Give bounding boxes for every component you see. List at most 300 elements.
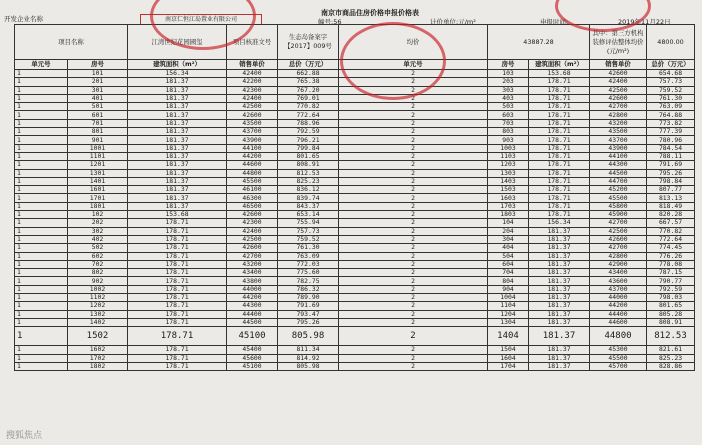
- table-row: [15, 128, 695, 136]
- left-cell: 43900: [227, 136, 278, 144]
- left-cell: 759.52: [278, 235, 339, 243]
- right-cell: 1203: [488, 161, 529, 169]
- left-cell: 1: [15, 244, 68, 252]
- left-cell: 1202: [68, 302, 128, 310]
- right-cell: 181.37: [529, 346, 590, 354]
- left-cell: 1: [15, 161, 68, 169]
- left-cell: 1: [15, 169, 68, 177]
- right-cell: 178.71: [529, 177, 590, 185]
- right-cell: 181.37: [529, 362, 590, 370]
- right-cell: 1003: [488, 144, 529, 152]
- left-cell: 181.37: [128, 119, 227, 127]
- left-cell: 42200: [227, 78, 278, 86]
- right-cell: 43700: [590, 285, 647, 293]
- left-cell: 42400: [227, 94, 278, 102]
- summary-row: [15, 25, 695, 60]
- left-cell: 811.34: [278, 346, 339, 354]
- table-row: [15, 70, 695, 78]
- right-cell: 2: [339, 86, 488, 94]
- developer-name: 南京仁恒江岛置业有限公司: [140, 14, 262, 25]
- right-cell: 42700: [590, 219, 647, 227]
- right-cell: 2: [339, 152, 488, 160]
- right-cell: 1803: [488, 211, 529, 219]
- right-cell: 2: [339, 111, 488, 119]
- right-cell: 43500: [590, 128, 647, 136]
- col-header: 单元号: [15, 60, 68, 70]
- right-cell: 1603: [488, 194, 529, 202]
- right-cell: 904: [488, 285, 529, 293]
- left-cell: 45100: [227, 362, 278, 370]
- left-cell: 181.37: [128, 86, 227, 94]
- right-cell: 2: [339, 194, 488, 202]
- right-cell: 45700: [590, 362, 647, 370]
- left-cell: 801: [68, 128, 128, 136]
- watermark: 搜狐焦点: [6, 431, 43, 441]
- left-cell: 301: [68, 86, 128, 94]
- left-cell: 1001: [68, 144, 128, 152]
- table-row: [15, 219, 695, 227]
- right-cell: 759.52: [647, 86, 695, 94]
- right-cell: 808.91: [647, 318, 695, 326]
- left-cell: 1: [15, 211, 68, 219]
- right-cell: 43400: [590, 269, 647, 277]
- left-cell: 202: [68, 219, 128, 227]
- left-cell: 42500: [227, 103, 278, 111]
- right-cell: 178.71: [529, 161, 590, 169]
- left-cell: 181.37: [128, 94, 227, 102]
- right-cell: 2: [339, 78, 488, 86]
- document-title: 南京市商品住房价格申报价格表: [321, 9, 419, 17]
- right-cell: 181.37: [529, 285, 590, 293]
- right-cell: 790.77: [647, 277, 695, 285]
- right-cell: 181.37: [529, 294, 590, 302]
- right-cell: 2: [339, 285, 488, 293]
- right-cell: 764.88: [647, 111, 695, 119]
- right-cell: 2: [339, 169, 488, 177]
- right-cell: 44300: [590, 161, 647, 169]
- right-cell: 2: [339, 119, 488, 127]
- right-cell: 1404: [488, 327, 529, 346]
- right-cell: 792.59: [647, 285, 695, 293]
- left-cell: 1: [15, 277, 68, 285]
- left-cell: 181.37: [128, 144, 227, 152]
- approval-value: 生态岛备案字【2017】009号: [278, 25, 339, 60]
- right-cell: 178.71: [529, 152, 590, 160]
- right-cell: 181.37: [529, 318, 590, 326]
- left-cell: 181.37: [128, 194, 227, 202]
- left-cell: 1: [15, 202, 68, 210]
- right-cell: 44500: [590, 169, 647, 177]
- left-cell: 805.98: [278, 362, 339, 370]
- right-cell: 1304: [488, 318, 529, 326]
- left-cell: 1702: [68, 354, 128, 362]
- col-header: 总价（万元）: [647, 60, 695, 70]
- right-cell: 778.08: [647, 260, 695, 268]
- left-cell: 1: [15, 269, 68, 277]
- left-cell: 808.91: [278, 161, 339, 169]
- left-cell: 1: [15, 327, 68, 346]
- left-cell: 181.37: [128, 177, 227, 185]
- table-row: [15, 78, 695, 86]
- right-cell: 2: [339, 161, 488, 169]
- right-cell: 178.71: [529, 186, 590, 194]
- right-cell: 44700: [590, 177, 647, 185]
- table-row: [15, 169, 695, 177]
- left-cell: 181.37: [128, 161, 227, 169]
- right-cell: 504: [488, 252, 529, 260]
- left-cell: 1601: [68, 186, 128, 194]
- left-cell: 178.71: [128, 244, 227, 252]
- left-cell: 178.71: [128, 277, 227, 285]
- left-cell: 765.38: [278, 78, 339, 86]
- left-cell: 1: [15, 194, 68, 202]
- table-row: [15, 111, 695, 119]
- left-cell: 767.20: [278, 86, 339, 94]
- developer-label: 开发企业名称: [4, 15, 43, 23]
- right-cell: 2: [339, 70, 488, 78]
- left-cell: 786.32: [278, 285, 339, 293]
- left-cell: 1: [15, 227, 68, 235]
- left-cell: 178.71: [128, 354, 227, 362]
- left-cell: 178.71: [128, 252, 227, 260]
- left-cell: 795.26: [278, 318, 339, 326]
- right-cell: 2: [339, 346, 488, 354]
- left-cell: 662.88: [278, 70, 339, 78]
- right-cell: 704: [488, 269, 529, 277]
- right-cell: 104: [488, 219, 529, 227]
- right-cell: 820.28: [647, 211, 695, 219]
- right-cell: 828.86: [647, 362, 695, 370]
- left-cell: 1: [15, 94, 68, 102]
- right-cell: 43600: [590, 277, 647, 285]
- left-cell: 793.47: [278, 310, 339, 318]
- right-cell: 44800: [590, 327, 647, 346]
- right-cell: 777.39: [647, 128, 695, 136]
- left-cell: 101: [68, 70, 128, 78]
- right-cell: 770.82: [647, 227, 695, 235]
- column-header-row: [15, 60, 695, 70]
- right-cell: 2: [339, 202, 488, 210]
- left-cell: 772.03: [278, 260, 339, 268]
- right-cell: 403: [488, 94, 529, 102]
- right-cell: 178.71: [529, 169, 590, 177]
- right-cell: 667.57: [647, 219, 695, 227]
- left-cell: 1: [15, 70, 68, 78]
- left-cell: 44800: [227, 169, 278, 177]
- right-cell: 43200: [590, 119, 647, 127]
- table-row: [15, 269, 695, 277]
- table-row: [15, 354, 695, 362]
- left-cell: 653.14: [278, 211, 339, 219]
- right-cell: 45500: [590, 194, 647, 202]
- col-header: 单元号: [339, 60, 488, 70]
- right-cell: 2: [339, 177, 488, 185]
- right-cell: 178.71: [529, 111, 590, 119]
- left-cell: 770.82: [278, 103, 339, 111]
- price-table: [14, 24, 695, 371]
- left-cell: 1201: [68, 161, 128, 169]
- left-cell: 44600: [227, 161, 278, 169]
- right-cell: 44400: [590, 310, 647, 318]
- table-row: [15, 277, 695, 285]
- left-cell: 178.71: [128, 362, 227, 370]
- left-cell: 42600: [227, 244, 278, 252]
- left-cell: 1: [15, 252, 68, 260]
- date-value: 2019年11月22日: [618, 18, 671, 26]
- left-cell: 796.21: [278, 136, 339, 144]
- col-header: 总价（万元）: [278, 60, 339, 70]
- col-header: 建筑面积（m²）: [529, 60, 590, 70]
- right-cell: 1004: [488, 294, 529, 302]
- left-cell: 181.37: [128, 186, 227, 194]
- right-cell: 1504: [488, 346, 529, 354]
- right-cell: 181.37: [529, 244, 590, 252]
- right-cell: 42800: [590, 111, 647, 119]
- right-cell: 2: [339, 211, 488, 219]
- right-cell: 1403: [488, 177, 529, 185]
- left-cell: 1002: [68, 285, 128, 293]
- right-cell: 42600: [590, 70, 647, 78]
- right-cell: 1204: [488, 310, 529, 318]
- right-cell: 43700: [590, 136, 647, 144]
- left-cell: 1: [15, 78, 68, 86]
- left-cell: 201: [68, 78, 128, 86]
- right-cell: 2: [339, 327, 488, 346]
- left-cell: 178.71: [128, 285, 227, 293]
- left-cell: 178.71: [128, 235, 227, 243]
- left-cell: 843.37: [278, 202, 339, 210]
- left-cell: 799.84: [278, 144, 339, 152]
- right-cell: 181.37: [529, 327, 590, 346]
- right-cell: 44600: [590, 318, 647, 326]
- right-cell: 178.71: [529, 144, 590, 152]
- left-cell: 42700: [227, 252, 278, 260]
- right-cell: 2: [339, 269, 488, 277]
- right-cell: 604: [488, 260, 529, 268]
- right-cell: 2: [339, 260, 488, 268]
- left-cell: 1602: [68, 346, 128, 354]
- left-cell: 1: [15, 285, 68, 293]
- right-cell: 43900: [590, 144, 647, 152]
- right-cell: 773.82: [647, 119, 695, 127]
- left-cell: 44100: [227, 144, 278, 152]
- right-cell: 42900: [590, 260, 647, 268]
- left-cell: 302: [68, 227, 128, 235]
- table-row: [15, 302, 695, 310]
- right-cell: 2: [339, 94, 488, 102]
- left-cell: 1: [15, 235, 68, 243]
- right-cell: 804: [488, 277, 529, 285]
- left-cell: 181.37: [128, 128, 227, 136]
- left-cell: 1: [15, 354, 68, 362]
- table-row: [15, 177, 695, 185]
- left-cell: 761.30: [278, 244, 339, 252]
- right-cell: 787.15: [647, 269, 695, 277]
- right-cell: 2: [339, 227, 488, 235]
- right-cell: 825.23: [647, 354, 695, 362]
- left-cell: 178.71: [128, 219, 227, 227]
- left-cell: 839.74: [278, 194, 339, 202]
- left-cell: 402: [68, 235, 128, 243]
- left-cell: 43200: [227, 260, 278, 268]
- left-cell: 791.69: [278, 302, 339, 310]
- table-row: [15, 227, 695, 235]
- left-cell: 42600: [227, 211, 278, 219]
- right-cell: 45200: [590, 186, 647, 194]
- right-cell: 757.73: [647, 78, 695, 86]
- right-cell: 181.37: [529, 227, 590, 235]
- right-cell: 181.37: [529, 277, 590, 285]
- left-cell: 901: [68, 136, 128, 144]
- left-cell: 181.37: [128, 136, 227, 144]
- col-header: 房号: [68, 60, 128, 70]
- left-cell: 42300: [227, 219, 278, 227]
- left-cell: 1: [15, 219, 68, 227]
- table-row: [15, 211, 695, 219]
- left-cell: 178.71: [128, 346, 227, 354]
- right-cell: 45900: [590, 211, 647, 219]
- left-cell: 178.71: [128, 294, 227, 302]
- right-cell: 178.71: [529, 136, 590, 144]
- right-cell: 181.37: [529, 235, 590, 243]
- left-cell: 1: [15, 186, 68, 194]
- decoration-value: 4800.00: [647, 25, 695, 60]
- right-cell: 178.71: [529, 194, 590, 202]
- left-cell: 178.71: [128, 310, 227, 318]
- left-cell: 178.71: [128, 318, 227, 326]
- right-cell: 2: [339, 244, 488, 252]
- right-cell: 805.28: [647, 310, 695, 318]
- left-cell: 602: [68, 252, 128, 260]
- right-cell: 45500: [590, 354, 647, 362]
- left-cell: 1801: [68, 202, 128, 210]
- left-cell: 44500: [227, 318, 278, 326]
- left-cell: 757.73: [278, 227, 339, 235]
- left-cell: 1: [15, 177, 68, 185]
- right-cell: 1703: [488, 202, 529, 210]
- left-cell: 1: [15, 111, 68, 119]
- col-header: 建筑面积（m²）: [128, 60, 227, 70]
- table-row: [15, 119, 695, 127]
- left-cell: 181.37: [128, 78, 227, 86]
- left-cell: 43500: [227, 119, 278, 127]
- left-cell: 44400: [227, 310, 278, 318]
- left-cell: 1402: [68, 318, 128, 326]
- right-cell: 42400: [590, 78, 647, 86]
- right-cell: 803: [488, 128, 529, 136]
- left-cell: 1302: [68, 310, 128, 318]
- left-cell: 792.59: [278, 128, 339, 136]
- table-row: [15, 202, 695, 210]
- left-cell: 1: [15, 128, 68, 136]
- right-cell: 42600: [590, 94, 647, 102]
- left-cell: 46100: [227, 186, 278, 194]
- left-cell: 181.37: [128, 152, 227, 160]
- left-cell: 42400: [227, 70, 278, 78]
- right-cell: 2: [339, 318, 488, 326]
- left-cell: 42500: [227, 235, 278, 243]
- right-cell: 2: [339, 219, 488, 227]
- col-header: 销售单价: [590, 60, 647, 70]
- right-cell: 178.71: [529, 78, 590, 86]
- left-cell: 42600: [227, 111, 278, 119]
- right-cell: 44200: [590, 302, 647, 310]
- left-cell: 1: [15, 318, 68, 326]
- right-cell: 654.68: [647, 70, 695, 78]
- right-cell: 178.71: [529, 94, 590, 102]
- left-cell: 772.64: [278, 111, 339, 119]
- left-cell: 46500: [227, 202, 278, 210]
- right-cell: 103: [488, 70, 529, 78]
- col-header: 房号: [488, 60, 529, 70]
- right-cell: 181.37: [529, 310, 590, 318]
- right-cell: 2: [339, 310, 488, 318]
- table-row: [15, 235, 695, 243]
- left-cell: 45400: [227, 346, 278, 354]
- right-cell: 780.96: [647, 136, 695, 144]
- right-cell: 807.77: [647, 186, 695, 194]
- left-cell: 814.92: [278, 354, 339, 362]
- table-row: [15, 94, 695, 102]
- table-row: [15, 252, 695, 260]
- right-cell: 791.69: [647, 161, 695, 169]
- right-cell: 763.09: [647, 103, 695, 111]
- right-cell: 178.71: [529, 119, 590, 127]
- left-cell: 43800: [227, 277, 278, 285]
- right-cell: 703: [488, 119, 529, 127]
- left-cell: 812.53: [278, 169, 339, 177]
- left-cell: 181.37: [128, 169, 227, 177]
- left-cell: 775.60: [278, 269, 339, 277]
- right-cell: 903: [488, 136, 529, 144]
- left-cell: 156.34: [128, 70, 227, 78]
- left-cell: 801.65: [278, 152, 339, 160]
- left-cell: 181.37: [128, 202, 227, 210]
- left-cell: 178.71: [128, 327, 227, 346]
- right-cell: 801.65: [647, 302, 695, 310]
- table-row: [15, 318, 695, 326]
- left-cell: 769.01: [278, 94, 339, 102]
- avg-price-label: 均价: [339, 25, 488, 60]
- left-cell: 902: [68, 277, 128, 285]
- right-cell: 44100: [590, 152, 647, 160]
- right-cell: 2: [339, 144, 488, 152]
- right-cell: 181.37: [529, 354, 590, 362]
- right-cell: 2: [339, 128, 488, 136]
- date-label: 申报时间:: [540, 18, 569, 26]
- right-cell: 2: [339, 277, 488, 285]
- left-cell: 1401: [68, 177, 128, 185]
- right-cell: 181.37: [529, 260, 590, 268]
- left-cell: 401: [68, 94, 128, 102]
- right-cell: 795.26: [647, 169, 695, 177]
- right-cell: 42500: [590, 227, 647, 235]
- left-cell: 782.75: [278, 277, 339, 285]
- left-cell: 1: [15, 86, 68, 94]
- left-cell: 802: [68, 269, 128, 277]
- right-cell: 2: [339, 103, 488, 111]
- left-cell: 1101: [68, 152, 128, 160]
- right-cell: 1104: [488, 302, 529, 310]
- table-row: [15, 194, 695, 202]
- table-row: [15, 285, 695, 293]
- table-row: [15, 103, 695, 111]
- table-row: [15, 186, 695, 194]
- left-cell: 181.37: [128, 111, 227, 119]
- right-cell: 153.68: [529, 70, 590, 78]
- col-header: 销售单价: [227, 60, 278, 70]
- left-cell: 46300: [227, 194, 278, 202]
